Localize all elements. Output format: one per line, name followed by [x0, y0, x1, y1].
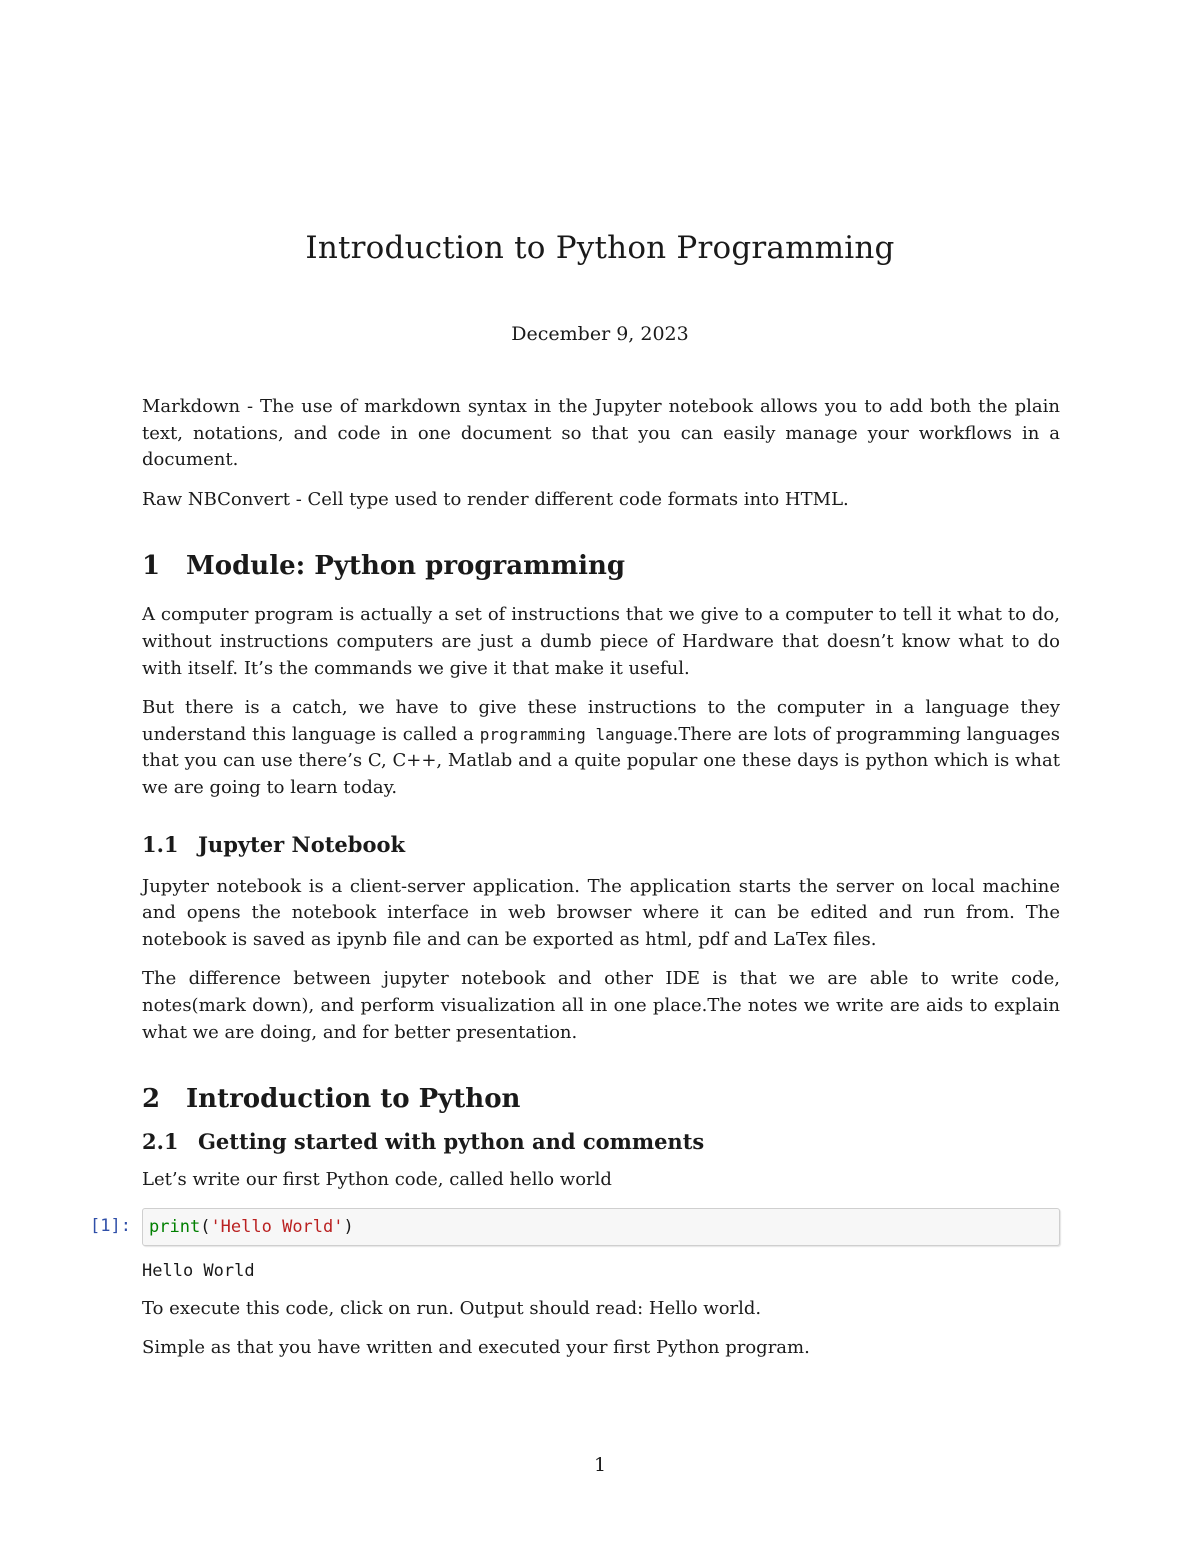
intro-raw-paragraph: Raw NBConvert - Cell type used to render different code formats into HTML. [142, 488, 849, 510]
subsection-2-1-paragraph-2: To execute this code, click on run. Output should read: Hello world. [142, 1297, 762, 1319]
subsection-1-1-paragraph-1: Jupyter notebook is a client-server application. The application starts the server on local machine and opens the notebook interface in web browser where it can be edited and run from. The notebook is saved as ipynb file and can be exported as html, pdf and LaTex files. [142, 875, 1060, 950]
subsection-2-1-title: Getting started with python and comments [198, 1129, 705, 1155]
code-cell-output: Hello World [142, 1260, 255, 1281]
subsection-2-1-number: 2.1 [142, 1129, 179, 1155]
section-1-paragraph-2 [142, 695, 1060, 801]
subsection-1-1-paragraph-2: The difference between jupyter notebook and other IDE is that we are able to write code, notes(mark down), and perform visualization all in one place.The notes we write are aids to explain what we are doing, and for better presentation. [142, 968, 1060, 1043]
section-1-paragraph-2-text-a: But there is a catch, we have to give these instructions to the computer in a language they understand this language is called a [142, 697, 1060, 745]
subsection-1-1-heading [142, 832, 1060, 858]
code-open-paren: ( [200, 1216, 211, 1237]
subsection-1-1-title: Jupyter Notebook [198, 831, 406, 857]
code-close-paren: ) [343, 1216, 354, 1237]
section-2-heading [142, 1083, 1060, 1115]
code-cell-input[interactable] [142, 1208, 1060, 1246]
inline-code-programming-language: programming language [479, 724, 673, 744]
subsection-2-1-paragraph-1: Let’s write our first Python code, called hello world [142, 1169, 612, 1191]
subsection-2-1-paragraph-3: Simple as that you have written and executed your first Python program. [142, 1337, 810, 1359]
code-string-literal: 'Hello World' [210, 1216, 344, 1237]
code-cell[interactable] [90, 1208, 1060, 1246]
document-date: December 9, 2023 [511, 323, 689, 345]
document-body [90, 394, 1061, 1375]
section-1-paragraph-2-text-b: .There are lots of programming languages that you can use there’s C, C++, Matlab and a quite popular one these days is python which is what we are going to learn today. [142, 723, 1061, 798]
code-function-name: print [149, 1216, 201, 1237]
document-title: Introduction to Python Programming [305, 230, 895, 266]
code-cell-prompt: [1]: [90, 1215, 131, 1236]
section-2-number: 2 [142, 1084, 161, 1115]
section-2-title: Introduction to Python [186, 1084, 521, 1115]
subsection-2-1-heading [142, 1129, 1060, 1155]
intro-markdown-paragraph: Markdown - The use of markdown syntax in the Jupyter notebook allows you to add both the plain text, notations, and code in one document so that you can easily manage your workflows in a document. [142, 396, 1060, 471]
page-number: 1 [593, 1454, 607, 1476]
section-1-heading [142, 550, 1060, 582]
subsection-1-1-number: 1.1 [142, 831, 179, 857]
section-1-title: Module: Python programming [186, 551, 626, 582]
section-1-number: 1 [142, 551, 161, 582]
section-1-paragraph-1: A computer program is actually a set of instructions that we give to a computer to tell it what to do, without instructions computers are just a dumb piece of Hardware that doesn’t know what to do with itself. It’s the commands we give it that make it useful. [142, 604, 1060, 679]
